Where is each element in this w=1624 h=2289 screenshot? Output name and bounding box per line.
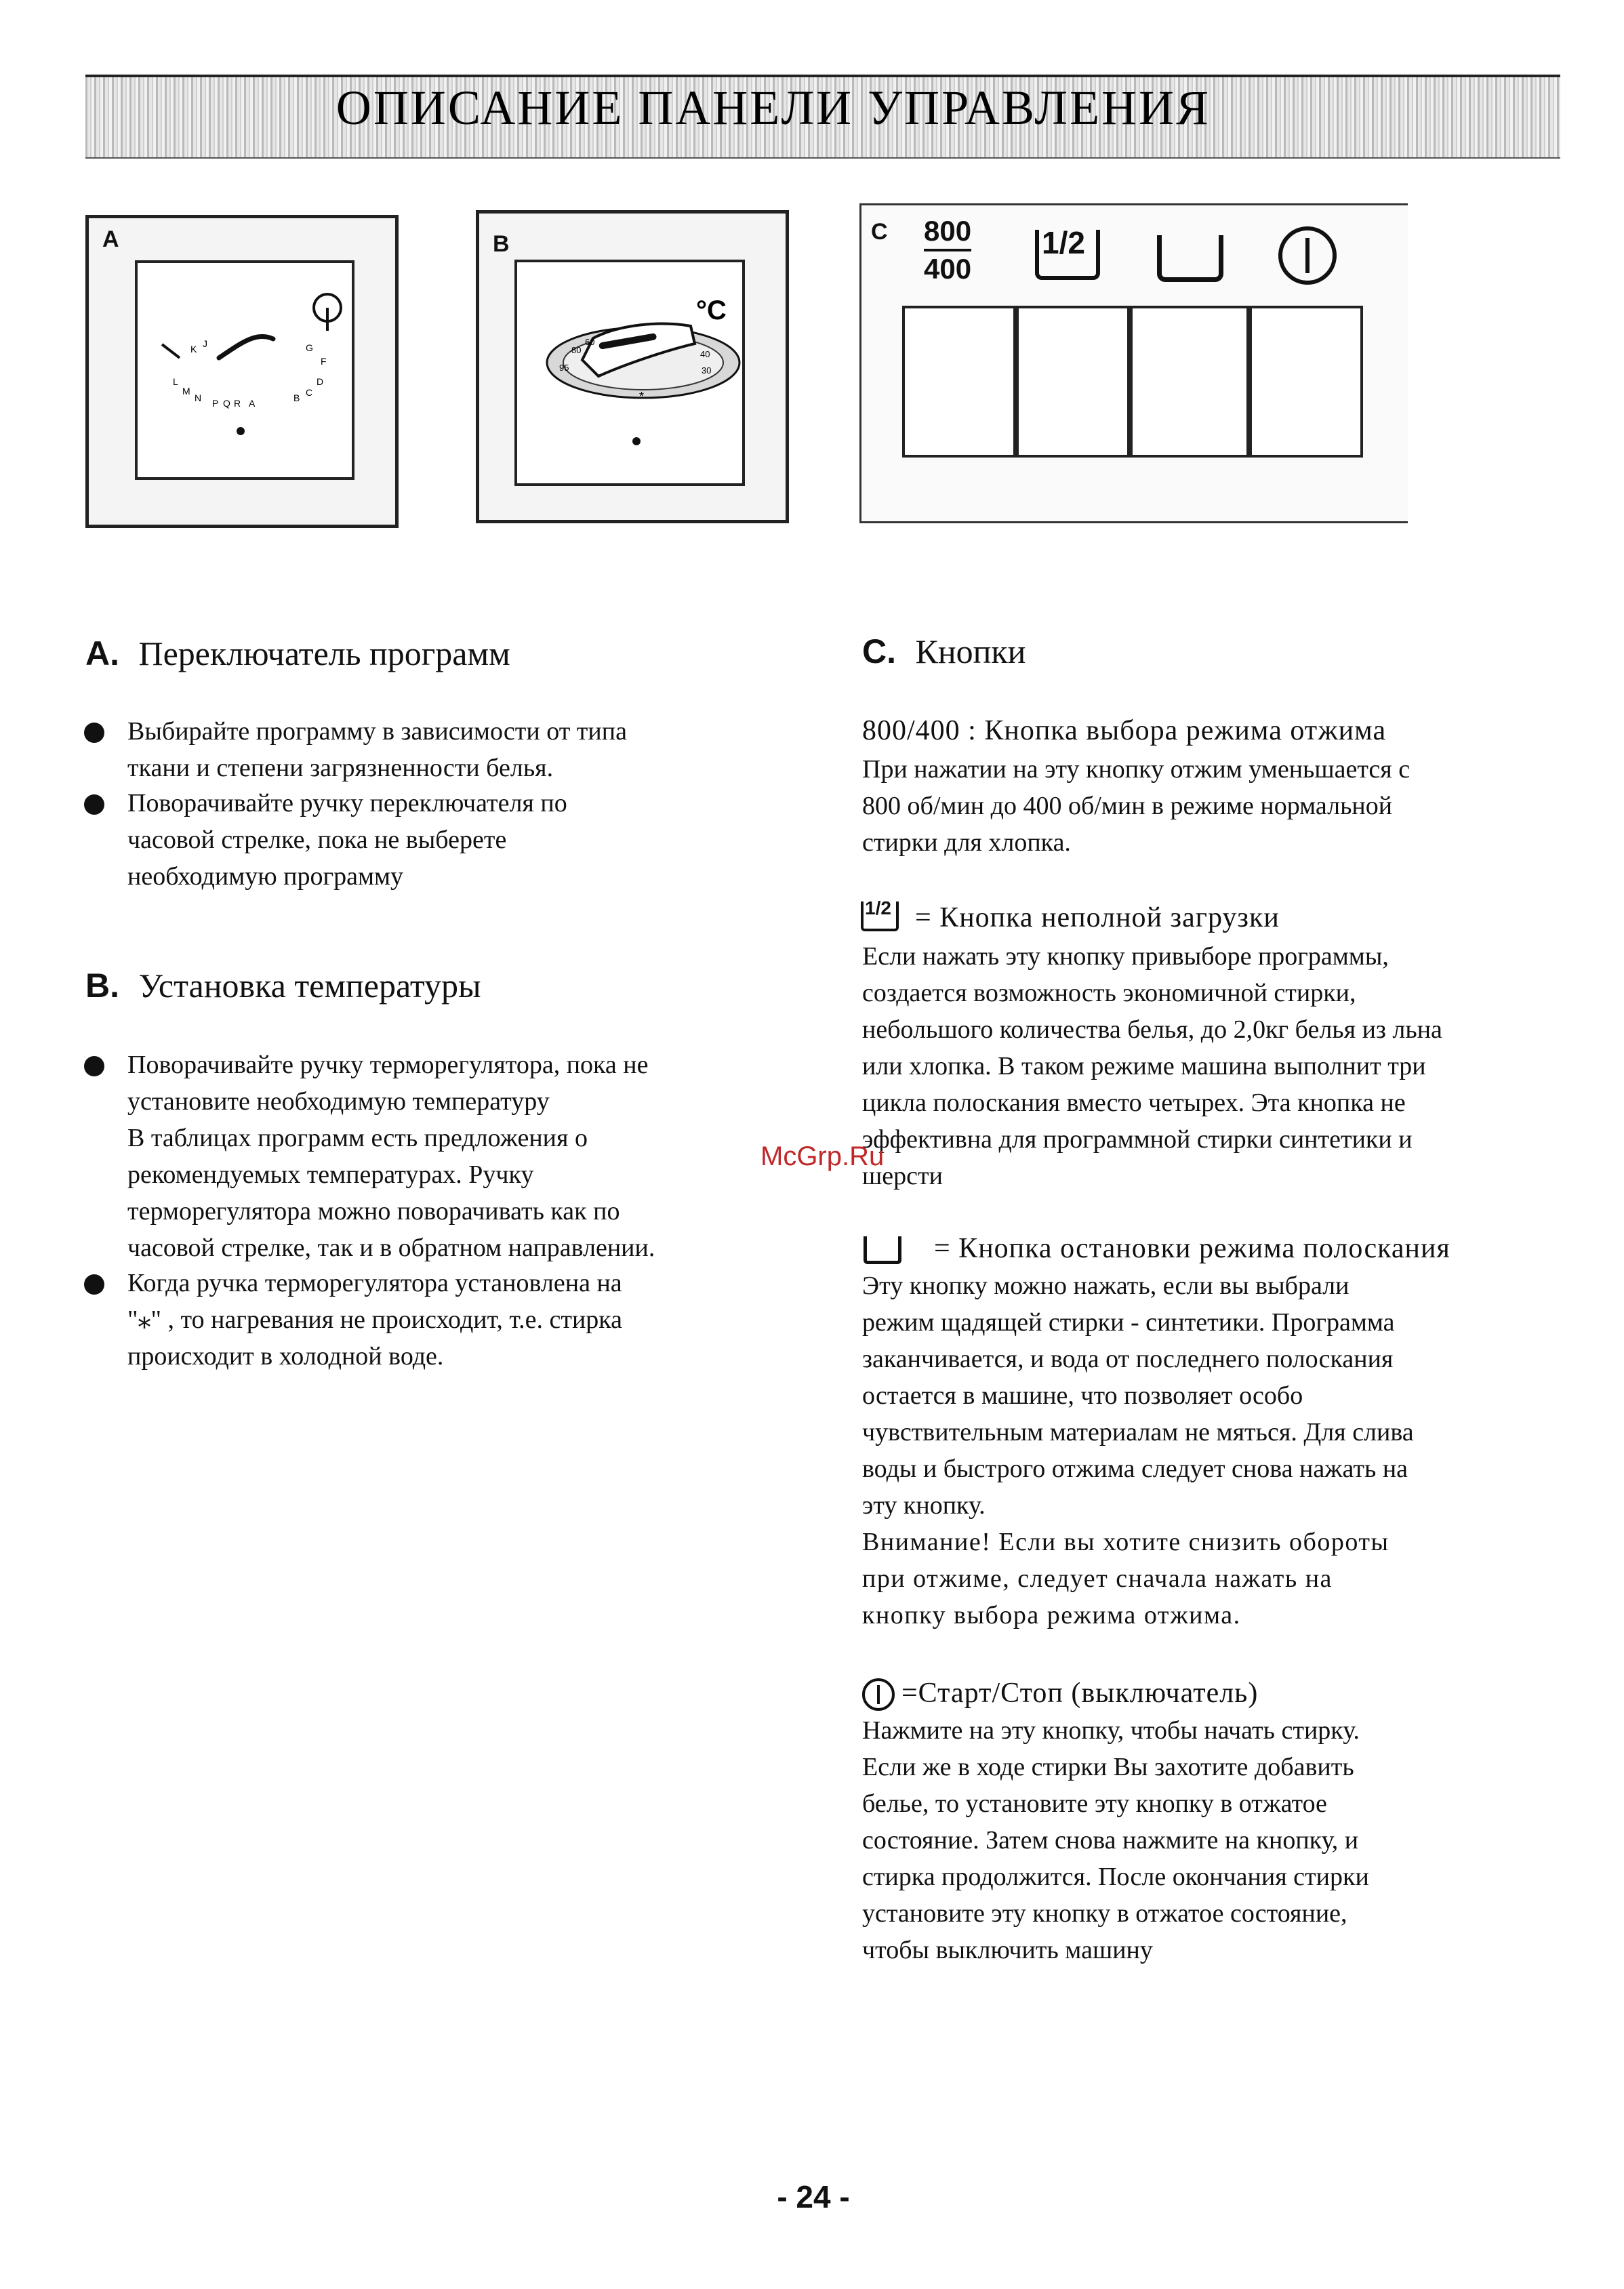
text-line: Внимание! Если вы хотите снизить обороты (862, 1528, 1389, 1556)
panel-c-letter: C (871, 219, 888, 245)
text-line: или хлопка. В таком режиме машина выполнит три (862, 1052, 1426, 1080)
text-line: часовой стрелке, так и в обратном направлении. (127, 1234, 655, 1262)
section-b-bullet-2 (127, 1265, 805, 1375)
text-line: цикла полоскания вместо четырех. Эта кнопка не (862, 1089, 1406, 1117)
dial-a-label: D (317, 376, 324, 387)
program-dial-indicator-dot (237, 427, 245, 435)
text-line: воды и быстрого отжима следует снова нажать на (862, 1455, 1408, 1483)
text-line: белье, то установите эту кнопку в отжатое (862, 1789, 1327, 1818)
rinse-hold-button[interactable] (1130, 306, 1249, 458)
power-inline-icon (861, 1677, 896, 1712)
power-heading: =Старт/Стоп (выключатель) (901, 1678, 1259, 1709)
power-icon (1276, 224, 1339, 287)
dial-a-label: B (293, 392, 300, 403)
text-line: Когда ручка терморегулятора установлена на (127, 1269, 622, 1297)
text-line: стирка продолжится. После окончания стирки (862, 1863, 1369, 1891)
dial-b-label: 60 (585, 337, 595, 347)
section-a-heading (85, 634, 510, 673)
text-line: состояние. Затем снова нажмите на кнопку, и (862, 1826, 1359, 1855)
spin-heading: 800/400 : Кнопка выбора режима отжима (862, 715, 1387, 746)
dial-b-label: 95 (559, 363, 569, 373)
program-dial (138, 263, 352, 477)
dial-a-label: F (321, 356, 327, 367)
dial-a-label: J (203, 338, 207, 349)
rinse-hold-icon (1157, 235, 1223, 282)
panel-a-letter: A (102, 226, 119, 252)
panel-c-diagram (859, 203, 1408, 523)
text-line: установите эту кнопку в отжатое состояние, (862, 1899, 1347, 1928)
text-line: кнопку выбора режима отжима. (862, 1601, 1241, 1629)
text-line: При нажатии на эту кнопку отжим уменьшается с (862, 755, 1410, 784)
text-line: В таблицах программ есть предложения о (127, 1124, 588, 1152)
temperature-dial-face (514, 260, 745, 486)
half-load-icon-text: 1/2 (1042, 225, 1085, 260)
panel-b-diagram (476, 210, 789, 523)
section-c-heading (862, 632, 1026, 671)
text-line: установите необходимую температуру (127, 1087, 550, 1116)
text-line: рекомендуемых температурах. Ручку (127, 1160, 534, 1189)
power-button[interactable] (1249, 306, 1363, 458)
temperature-unit: °C (696, 296, 727, 325)
spin-speed-label (924, 214, 971, 287)
rinse-hold-description (862, 1268, 1567, 1524)
text-line: при отжиме, следует сначала нажать на (862, 1564, 1333, 1593)
spin-speed-button[interactable] (902, 306, 1016, 458)
half-load-description (862, 938, 1567, 1194)
text-line: происходит в холодной воде. (127, 1342, 444, 1371)
dial-a-label: M (182, 386, 190, 397)
dial-a-label: Q (223, 398, 230, 409)
page-number: - 24 - (777, 2179, 850, 2214)
temperature-dial (517, 262, 742, 483)
text-line: чувствительным материалам не мяться. Для слива (862, 1418, 1414, 1446)
spin-speed-400: 400 (924, 253, 972, 285)
section-a-bullet-1 (127, 713, 765, 786)
rinse-hold-heading: = Кнопка остановки режима полоскания (934, 1233, 1450, 1264)
half-load-heading: = Кнопка неполной загрузки (915, 902, 1280, 933)
section-a-title: Переключатель программ (138, 634, 510, 672)
text-line: ткани и степени загрязненности белья. (127, 754, 554, 782)
section-c-letter: C. (862, 632, 896, 670)
bullet-dot (84, 794, 104, 815)
bullet-dot (84, 723, 104, 743)
section-c-title: Кнопки (915, 632, 1026, 670)
text-line: Если нажать эту кнопку привыборе программы, (862, 942, 1389, 971)
bullet-dot (84, 1274, 104, 1295)
spin-description (862, 751, 1560, 861)
dial-a-label: P (212, 398, 219, 409)
dial-b-label: 40 (700, 349, 710, 359)
rinse-hold-warning (862, 1524, 1567, 1634)
dial-a-label: K (190, 344, 197, 355)
spin-speed-800: 800 (924, 214, 971, 251)
section-b-heading (85, 966, 481, 1005)
text-line: необходимую программу (127, 862, 404, 891)
half-load-inline-icon (861, 897, 899, 931)
watermark: McGrp.Ru (760, 1141, 885, 1171)
panel-a-diagram (85, 215, 399, 528)
section-b-bullet-1 (127, 1047, 805, 1266)
program-dial-pointer (219, 336, 273, 358)
text-line: создается возможность экономичной стирки, (862, 979, 1356, 1007)
program-dial-face (135, 260, 354, 480)
dial-b-label: 80 (571, 345, 582, 355)
text-line: эту кнопку. (862, 1491, 986, 1520)
text-line: Выбирайте программу в зависимости от типа (127, 717, 627, 746)
text-line: Поворачивайте ручку переключателя по (127, 789, 567, 817)
text-line: режим щадящей стирки - синтетики. Программа (862, 1308, 1395, 1337)
section-b-title: Установка температуры (138, 967, 481, 1005)
text-line: часовой стрелке, пока не выберете (127, 826, 507, 854)
text-line: стирки для хлопка. (862, 828, 1071, 857)
text-line: Если же в ходе стирки Вы захотите добавить (862, 1753, 1354, 1781)
text-line: 800 об/мин до 400 об/мин в режиме нормальной (862, 792, 1393, 820)
dial-a-label: A (249, 398, 256, 409)
text-line: остается в машине, что позволяет особо (862, 1381, 1303, 1410)
text-line: Эту кнопку можно нажать, если вы выбрали (862, 1272, 1349, 1300)
power-description (862, 1712, 1567, 1968)
dial-a-label: G (306, 342, 313, 353)
text-line: эффективна для программной стирки синтетики и (862, 1125, 1413, 1154)
section-a-letter: A. (85, 634, 119, 672)
section-a-bullet-2 (127, 785, 765, 895)
temperature-dial-indicator-dot (632, 437, 641, 445)
text-line: терморегулятора можно поворачивать как по (127, 1197, 620, 1225)
panel-b-letter: B (493, 231, 510, 257)
text-line: небольшого количества белья, до 2,0кг белья из льна (862, 1015, 1442, 1044)
page-title: ОПИСАНИЕ ПАНЕЛИ УПРАВЛЕНИЯ (336, 81, 1211, 135)
text-line: чтобы выключить машину (862, 1936, 1153, 1964)
text-line: шерсти (862, 1162, 943, 1190)
rinse-hold-inline-icon (864, 1236, 901, 1264)
section-b-letter: B. (85, 967, 119, 1005)
dial-a-label: L (173, 376, 178, 387)
text-line: Нажмите на эту кнопку, чтобы начать стирку. (862, 1716, 1360, 1745)
bullet-dot (84, 1056, 104, 1076)
half-load-inline-icon-text: 1/2 (865, 897, 891, 918)
text-line: "⁎" , то нагревания не происходит, т.е. стирка (127, 1305, 623, 1334)
half-load-icon (1035, 225, 1100, 280)
dial-b-label: 30 (702, 365, 712, 376)
text-line: заканчивается, и вода от последнего полоскания (862, 1345, 1394, 1373)
dial-b-label: * (639, 390, 645, 403)
dial-a-label: C (306, 387, 313, 398)
dial-a-label: R (234, 398, 241, 409)
text-line: Поворачивайте ручку терморегулятора, пока не (127, 1051, 649, 1079)
dial-a-label: N (195, 392, 202, 403)
half-load-button[interactable] (1016, 306, 1130, 458)
